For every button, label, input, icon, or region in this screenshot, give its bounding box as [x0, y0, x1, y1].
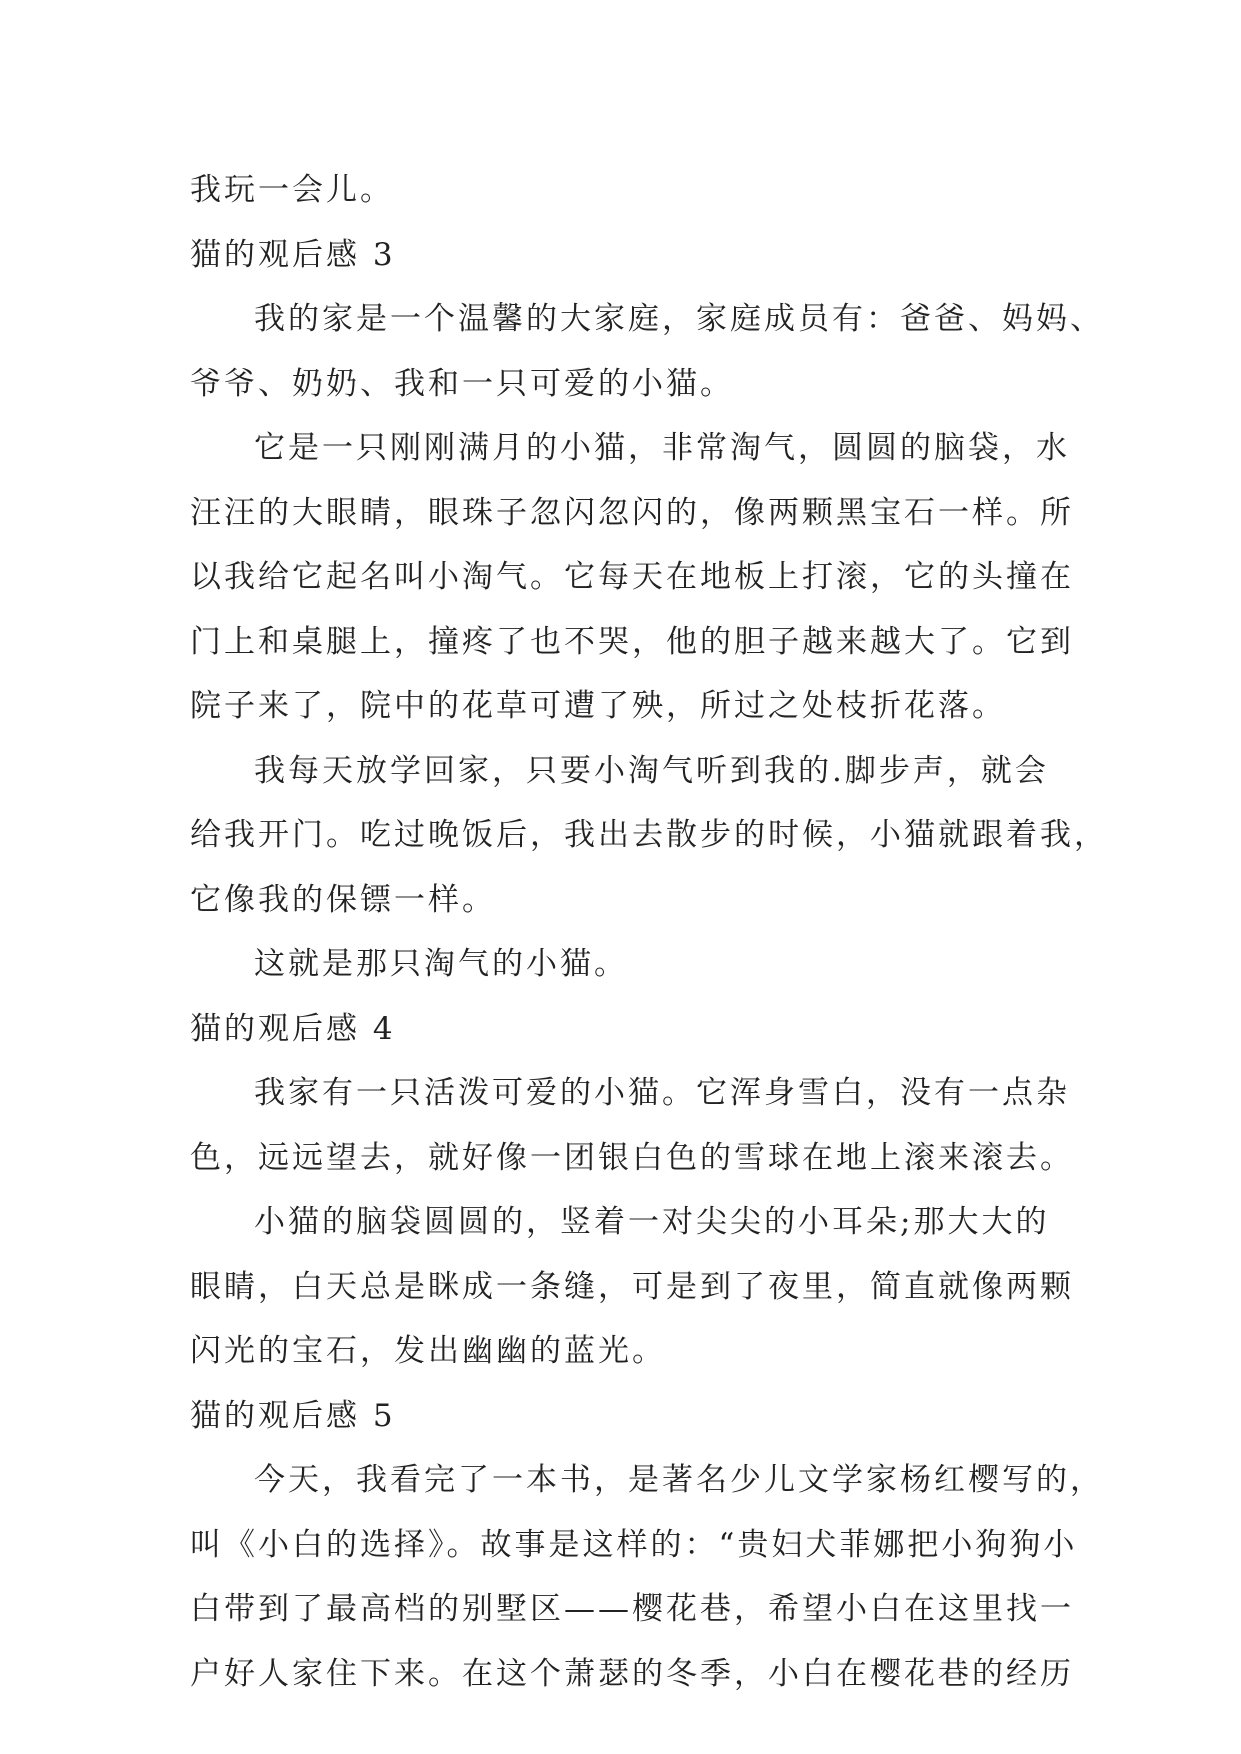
text-line: 色，远远望去，就好像一团银白色的雪球在地上滚来滚去。	[190, 1139, 1074, 1176]
text-line: 我玩一会儿。	[190, 172, 394, 208]
text-line: 汪汪的大眼睛，眼珠子忽闪忽闪的，像两颗黑宝石一样。所	[190, 494, 1074, 531]
text-line: 爷爷、奶奶、我和一只可爱的小猫。	[190, 365, 734, 402]
paragraph-first-line: 我每天放学回家，只要小淘气听到我的.脚步声，就会	[254, 752, 1049, 789]
text-line: 白带到了最高档的别墅区——樱花巷，希望小白在这里找一	[190, 1591, 1074, 1627]
section-heading: 猫的观后感 4	[190, 1010, 396, 1047]
paragraph-first-line: 这就是那只淘气的小猫。	[254, 946, 628, 982]
document-body	[190, 158, 1108, 1706]
text-line: 叫《小白的选择》。故事是这样的：“贵妇犬菲娜把小狗狗小	[190, 1526, 1078, 1563]
paragraph-first-line: 今天，我看完了一本书，是著名少儿文学家杨红樱写的，	[254, 1462, 1104, 1498]
paragraph-first-line: 我家有一只活泼可爱的小猫。它浑身雪白，没有一点杂	[254, 1075, 1070, 1111]
section-heading: 猫的观后感 5	[190, 1397, 396, 1434]
text-line: 院子来了，院中的花草可遭了殃，所过之处枝折花落。	[190, 688, 1006, 724]
text-line: 门上和桌腿上，撞疼了也不哭，他的胆子越来越大了。它到	[190, 623, 1074, 660]
text-line: 以我给它起名叫小淘气。它每天在地板上打滚，它的头撞在	[190, 559, 1074, 595]
paragraph-first-line: 小猫的脑袋圆圆的，竖着一对尖尖的小耳朵;那大大的	[254, 1204, 1050, 1240]
text-line: 闪光的宝石，发出幽幽的蓝光。	[190, 1333, 666, 1369]
section-heading: 猫的观后感 3	[190, 236, 396, 273]
paragraph-first-line: 它是一只刚刚满月的小猫，非常淘气，圆圆的脑袋，水	[254, 430, 1070, 466]
text-line: 眼睛，白天总是眯成一条缝，可是到了夜里，简直就像两颗	[190, 1268, 1074, 1305]
text-line: 它像我的保镖一样。	[190, 881, 496, 918]
paragraph-first-line: 我的家是一个温馨的大家庭，家庭成员有：爸爸、妈妈、	[254, 301, 1104, 337]
text-line: 给我开门。吃过晚饭后，我出去散步的时候，小猫就跟着我，	[190, 817, 1108, 853]
text-line: 户好人家住下来。在这个萧瑟的冬季，小白在樱花巷的经历	[190, 1655, 1074, 1692]
